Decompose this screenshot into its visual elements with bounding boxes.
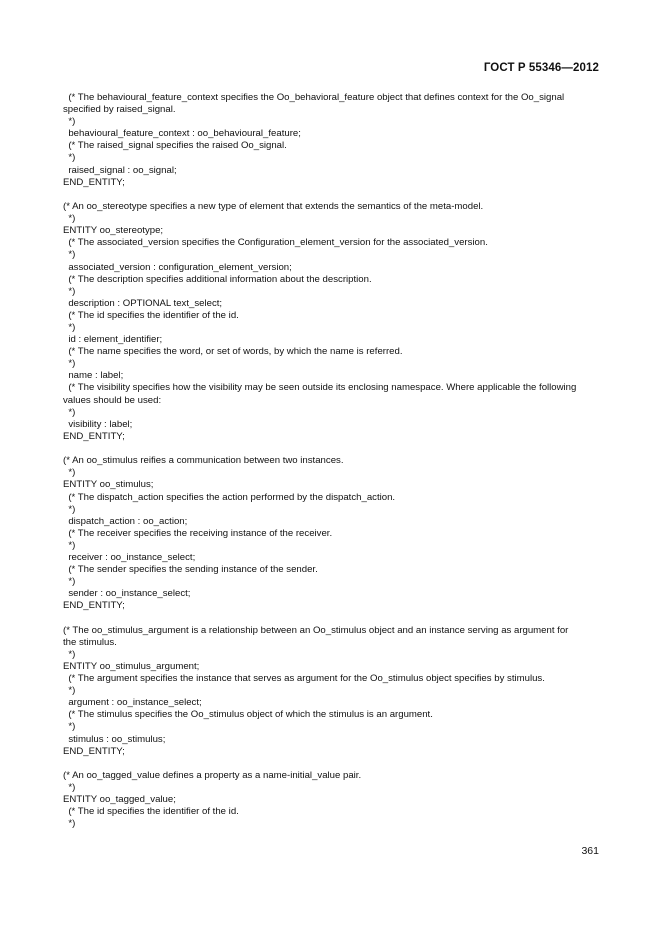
- document-code: ГОСТ Р 55346—2012: [483, 62, 599, 74]
- text-line: description : OPTIONAL text_select;: [63, 297, 223, 309]
- text-line: *): [63, 503, 76, 515]
- text-line: *): [63, 467, 76, 479]
- text-line: *): [63, 285, 76, 297]
- entity-block-oo-stereotype: [63, 201, 601, 443]
- text-line: (* The sender specifies the sending instance of the sender.: [63, 564, 318, 576]
- text-line: (* An oo_stereotype specifies a new type of element that extends the semantics of the meta-model.: [63, 201, 484, 213]
- text-line: stimulus : oo_stimulus;: [63, 733, 166, 745]
- text-line: *): [63, 213, 76, 225]
- text-line: *): [63, 406, 76, 418]
- page-number: 361: [581, 845, 599, 857]
- text-line: *): [63, 152, 76, 164]
- text-line: *): [63, 539, 76, 551]
- text-line: (* The oo_stimulus_argument is a relationship between an Oo_stimulus object and an instance serving as argument for: [63, 624, 569, 636]
- text-line: *): [63, 648, 76, 660]
- text-line: *): [63, 685, 76, 697]
- text-line: ENTITY oo_stereotype;: [63, 225, 164, 237]
- express-schema-text: [63, 92, 601, 831]
- text-line: argument : oo_instance_select;: [63, 697, 202, 709]
- entity-block-oo-stimulus: [63, 455, 601, 612]
- text-line: ENTITY oo_tagged_value;: [63, 794, 176, 806]
- text-line: raised_signal : oo_signal;: [63, 164, 177, 176]
- entity-block-oo-stimulus-argument: [63, 625, 601, 758]
- text-line: visibility : label;: [63, 418, 133, 430]
- text-line: behavioural_feature_context : oo_behavioural_feature;: [63, 128, 301, 140]
- text-line: END_ENTITY;: [63, 745, 125, 757]
- text-line: *): [63, 249, 76, 261]
- text-line: (* The id specifies the identifier of the id.: [63, 309, 239, 321]
- text-line: END_ENTITY;: [63, 600, 125, 612]
- text-line: name : label;: [63, 370, 124, 382]
- text-line: sender : oo_instance_select;: [63, 588, 191, 600]
- text-line: *): [63, 818, 76, 830]
- text-line: *): [63, 321, 76, 333]
- text-line: specified by raised_signal.: [63, 104, 176, 116]
- text-line: associated_version : configuration_element_version;: [63, 261, 292, 273]
- text-line: (* The stimulus specifies the Oo_stimulus object of which the stimulus is an argument.: [63, 709, 433, 721]
- text-line: (* An oo_tagged_value defines a property as a name-initial_value pair.: [63, 770, 362, 782]
- text-line: (* The visibility specifies how the visibility may be seen outside its enclosing namespace. Where applicable the following: [63, 382, 577, 394]
- text-line: END_ENTITY;: [63, 430, 125, 442]
- text-line: (* The raised_signal specifies the raised Oo_signal.: [63, 140, 287, 152]
- text-line: (* The receiver specifies the receiving instance of the receiver.: [63, 527, 333, 539]
- text-line: (* The argument specifies the instance that serves as argument for the Oo_stimulus object specifies by stimulus.: [63, 673, 545, 685]
- text-line: dispatch_action : oo_action;: [63, 515, 188, 527]
- text-line: receiver : oo_instance_select;: [63, 551, 196, 563]
- text-line: *): [63, 721, 76, 733]
- text-line: (* The description specifies additional information about the description.: [63, 273, 372, 285]
- text-line: ENTITY oo_stimulus;: [63, 479, 154, 491]
- text-line: (* An oo_stimulus reifies a communication between two instances.: [63, 455, 344, 467]
- text-line: END_ENTITY;: [63, 176, 125, 188]
- text-line: id : element_identifier;: [63, 334, 163, 346]
- text-line: the stimulus.: [63, 636, 117, 648]
- text-line: *): [63, 782, 76, 794]
- text-line: (* The name specifies the word, or set of words, by which the name is referred.: [63, 346, 403, 358]
- text-line: values should be used:: [63, 394, 162, 406]
- text-line: (* The id specifies the identifier of the id.: [63, 806, 239, 818]
- entity-block-oo-tagged-value: [63, 770, 601, 830]
- text-line: (* The dispatch_action specifies the action performed by the dispatch_action.: [63, 491, 396, 503]
- text-line: *): [63, 358, 76, 370]
- text-line: (* The associated_version specifies the Configuration_element_version for the associated_version.: [63, 237, 488, 249]
- entity-block-behavioural-feature-end: [63, 92, 601, 189]
- text-line: ENTITY oo_stimulus_argument;: [63, 661, 200, 673]
- text-line: *): [63, 576, 76, 588]
- text-line: *): [63, 116, 76, 128]
- text-line: (* The behavioural_feature_context specifies the Oo_behavioral_feature object that defines context for the Oo_signal: [63, 92, 565, 103]
